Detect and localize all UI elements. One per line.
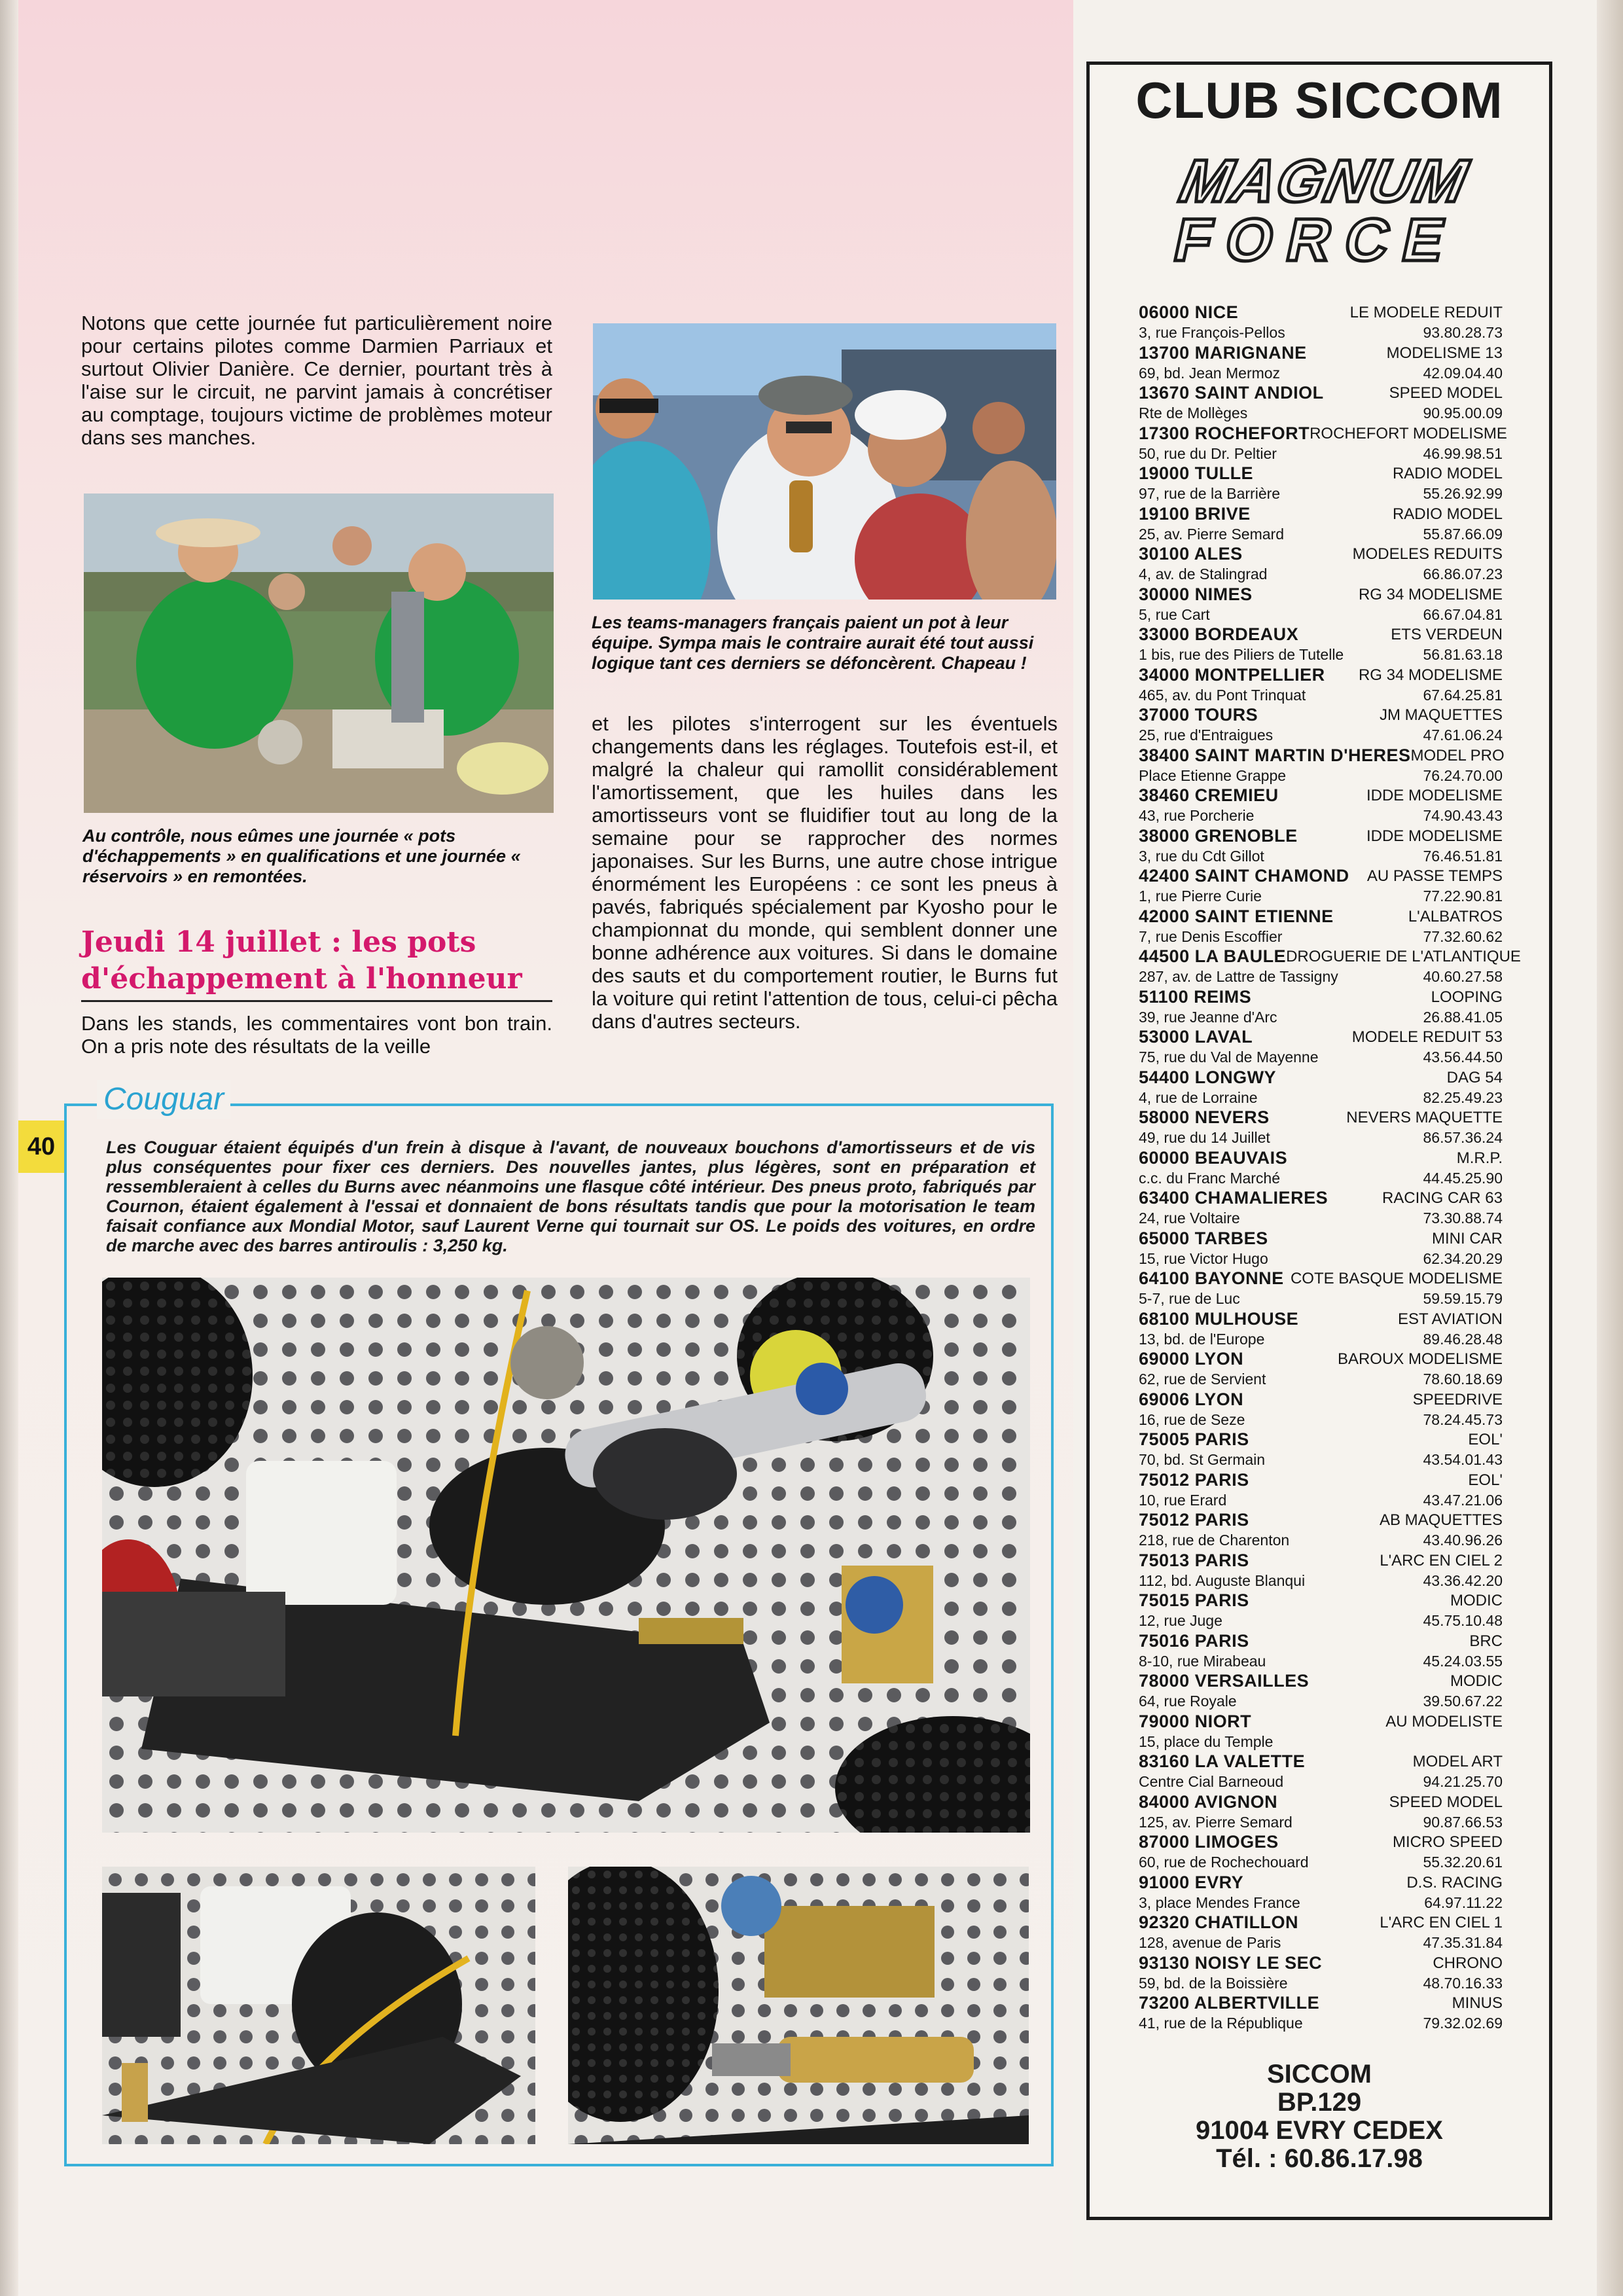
dealer-address: 128, avenue de Paris [1139, 1934, 1281, 1951]
dealer-entry [1139, 1953, 1503, 1994]
dealer-city: 42400 SAINT CHAMOND [1139, 866, 1349, 886]
footer-city: 91004 EVRY CEDEX [1196, 2116, 1443, 2145]
dealer-city: 30100 ALES [1139, 544, 1243, 564]
dealer-city: 92320 CHATILLON [1139, 1912, 1299, 1932]
dealer-entry [1139, 1590, 1503, 1631]
dealer-address: Place Etienne Grappe [1139, 766, 1287, 784]
dealer-store: MODELE REDUIT 53 [1351, 1028, 1503, 1046]
dealer-phone: 47.35.31.84 [1423, 1934, 1503, 1951]
dealer-city: 06000 NICE [1139, 302, 1239, 322]
dealer-address: 15, rue Victor Hugo [1139, 1249, 1268, 1267]
dealer-entry [1139, 1712, 1503, 1752]
dealer-entry [1139, 1470, 1503, 1511]
dealer-city: 75012 PARIS [1139, 1469, 1249, 1490]
dealer-phone: 48.70.16.33 [1423, 1974, 1503, 1992]
dealer-city: 33000 BORDEAUX [1139, 624, 1299, 644]
dealer-store: RG 34 MODELISME [1358, 585, 1503, 603]
dealer-address: 39, rue Jeanne d'Arc [1139, 1008, 1277, 1026]
dealer-address: 16, rue de Seze [1139, 1410, 1245, 1428]
dealer-phone: 45.75.10.48 [1423, 1612, 1503, 1629]
dealer-address: 287, av. de Lattre de Tassigny [1139, 968, 1338, 985]
dealer-phone: 42.09.04.40 [1423, 364, 1503, 382]
dealer-phone: 55.32.20.61 [1423, 1854, 1503, 1871]
dealer-store: MICRO SPEED [1392, 1833, 1503, 1851]
dealer-phone: 79.32.02.69 [1423, 2015, 1503, 2032]
dealer-address: 10, rue Erard [1139, 1491, 1227, 1509]
dealer-store: L'ARC EN CIEL 2 [1380, 1551, 1503, 1570]
dealer-phone: 78.24.45.73 [1423, 1410, 1503, 1428]
dealer-address: 97, rue de la Barrière [1139, 485, 1281, 502]
dealer-entry [1139, 463, 1503, 504]
dealer-store: CHRONO [1433, 1954, 1503, 1972]
dealer-address: 64, rue Royale [1139, 1693, 1237, 1710]
dealer-entry [1139, 1067, 1503, 1108]
dealer-entry [1139, 866, 1503, 906]
dealer-entry [1139, 1268, 1503, 1309]
dealer-city: 19100 BRIVE [1139, 503, 1251, 524]
dealer-store: IDDE MODELISME [1366, 787, 1503, 804]
dealer-address: 49, rue du 14 Juillet [1139, 1129, 1270, 1146]
dealer-city: 68100 MULHOUSE [1139, 1308, 1299, 1329]
dealer-city: 63400 CHAMALIERES [1139, 1188, 1329, 1208]
dealer-city: 30000 NIMES [1139, 584, 1253, 604]
dealer-address: 218, rue de Charenton [1139, 1532, 1290, 1549]
magnum-force-logo [1149, 148, 1516, 272]
dealer-city: 69006 LYON [1139, 1389, 1244, 1409]
dealer-address: Rte de Mollèges [1139, 404, 1248, 422]
dealer-phone: 67.64.25.81 [1423, 686, 1503, 704]
dealer-address: 15, place du Temple [1139, 1732, 1274, 1750]
dealer-phone: 59.59.15.79 [1423, 1290, 1503, 1307]
dealer-city: 51100 REIMS [1139, 986, 1252, 1007]
dealer-store: RG 34 MODELISME [1358, 666, 1503, 684]
dealer-city: 75016 PARIS [1139, 1630, 1249, 1651]
dealer-store: MODEL ART [1412, 1753, 1503, 1770]
dealer-address: 59, bd. de la Boissière [1139, 1974, 1288, 1992]
dealer-city: 64100 BAYONNE [1139, 1268, 1284, 1288]
dealer-phone: 76.46.51.81 [1423, 847, 1503, 865]
dealer-address: 60, rue de Rochechouard [1139, 1854, 1309, 1871]
dealer-address: 24, rue Voltaire [1139, 1210, 1240, 1227]
dealer-entry [1139, 1551, 1503, 1591]
dealer-city: 84000 AVIGNON [1139, 1791, 1278, 1812]
dealer-store: NEVERS MAQUETTE [1346, 1109, 1503, 1126]
dealer-address: c.c. du Franc Marché [1139, 1169, 1281, 1187]
dealer-city: 75015 PARIS [1139, 1590, 1249, 1610]
dealer-city: 38000 GRENOBLE [1139, 825, 1298, 846]
dealer-store: BAROUX MODELISME [1337, 1350, 1503, 1368]
dealer-entry [1139, 1751, 1503, 1792]
dealer-address: 43, rue Porcherie [1139, 807, 1255, 824]
dealer-store: MODEL PRO [1410, 746, 1505, 764]
dealer-address: 3, place Mendes France [1139, 1893, 1300, 1911]
dealer-store: EOL' [1468, 1471, 1503, 1489]
dealer-city: 58000 NEVERS [1139, 1107, 1270, 1127]
dealer-city: 38400 SAINT MARTIN D'HERES [1139, 745, 1411, 765]
dealer-city: 75012 PARIS [1139, 1510, 1249, 1530]
dealer-entry [1139, 1229, 1503, 1269]
dealer-entry [1139, 785, 1503, 826]
dealer-entry [1139, 665, 1503, 706]
dealer-store: LOOPING [1431, 988, 1503, 1006]
dealer-store: SPEED MODEL [1389, 1793, 1503, 1811]
dealer-entry [1139, 302, 1503, 343]
dealer-entry [1139, 1792, 1503, 1833]
dealer-address: 62, rue de Servient [1139, 1371, 1266, 1388]
dealer-city: 54400 LONGWY [1139, 1067, 1277, 1087]
binding-edge [0, 0, 18, 2296]
dealer-phone: 77.22.90.81 [1423, 888, 1503, 905]
article-paragraph-3: et les pilotes s'interrogent sur les éventuels changements dans les réglages. Toutefois est-il, et malgré la chaleur qui ramollit considérablement l'amortissement, que les huiles dans les amortisseurs vont se fluidifier tout au long de la semaine pour se rapprocher des normes japonaises. Sur les Burns, une autre chose intrigue énormément les Européens : ce sont les pneus à pavés, fabriqués spécialement par Kyosho pour le championnat du monde, qui semblent donner une bonne adhérence aux voitures. Si dans le domaine des sauts et du comportement routier, le Burns fut la voiture qui retint l'attention de tous, celui-ci pêcha dans d'autres secteurs. [592, 712, 1058, 1033]
dealer-city: 19000 TULLE [1139, 463, 1254, 483]
dealer-entry [1139, 1510, 1503, 1551]
dealer-entry [1139, 1188, 1503, 1229]
dealer-address: 41, rue de la République [1139, 2015, 1303, 2032]
dealer-store: IDDE MODELISME [1366, 827, 1503, 845]
dealer-address: 3, rue du Cdt Gillot [1139, 847, 1264, 865]
dealer-entry [1139, 383, 1503, 423]
dealer-phone: 90.87.66.53 [1423, 1813, 1503, 1831]
dealer-address: 465, av. du Pont Trinquat [1139, 686, 1306, 704]
dealer-phone: 76.24.70.00 [1423, 766, 1503, 784]
dealer-store: DROGUERIE DE L'ATLANTIQUE [1286, 948, 1521, 965]
dealer-entry [1139, 1873, 1503, 1913]
dealer-store: MODELES REDUITS [1352, 545, 1503, 563]
dealer-city: 65000 TARBES [1139, 1228, 1268, 1248]
dealer-store: M.R.P. [1456, 1149, 1503, 1167]
dealer-entry [1139, 1832, 1503, 1873]
dealer-address: 75, rue du Val de Mayenne [1139, 1049, 1319, 1066]
dealer-entry [1139, 1912, 1503, 1953]
club-title: CLUB SICCOM [1135, 71, 1503, 129]
dealer-entry [1139, 1309, 1503, 1350]
dealer-address: 3, rue François-Pellos [1139, 324, 1285, 341]
dealer-entry [1139, 584, 1503, 625]
dealer-city: 37000 TOURS [1139, 705, 1258, 725]
section-headline: Jeudi 14 juillet : les pots d'échappement à l'honneur [81, 924, 552, 1002]
couguar-text: Les Couguar étaient équipés d'un frein à disque à l'avant, de nouveaux bouchons d'amortisseurs et de vis plus conséquentes pour fixer ces derniers. Des nouvelles jantes, plus légères, sont en préparation et ressembleraient à celles du Burns avec néanmoins une flasque côté intérieur. Des pneus proto, fabriqués par Cournon, étaient également à l'essai et donnaient de bons résultats tandis que pour la motorisation le team faisait confiance aux Mondial Motor, sauf Laurent Verne qui tournait sur OS. Le poids des voitures, en ordre de marche avec des barres antiroulis : 3,250 kg. [106, 1138, 1035, 1255]
dealer-store: SPEED MODEL [1389, 384, 1503, 402]
dealer-city: 75005 PARIS [1139, 1429, 1249, 1449]
dealer-city: 83160 LA VALETTE [1139, 1751, 1306, 1771]
dealer-phone: 46.99.98.51 [1423, 444, 1503, 462]
dealer-address: 125, av. Pierre Semard [1139, 1813, 1293, 1831]
dealer-city: 78000 VERSAILLES [1139, 1671, 1310, 1691]
dealer-entry [1139, 1671, 1503, 1712]
article-paragraph-2: Dans les stands, les commentaires vont bon train. On a pris note des résultats de la veille [81, 1012, 552, 1058]
dealer-address: 4, av. de Stalingrad [1139, 565, 1268, 583]
dealer-city: 13670 SAINT ANDIOL [1139, 383, 1324, 403]
page-edge [1597, 0, 1623, 2296]
dealer-store: BRC [1469, 1632, 1503, 1650]
dealer-address: 12, rue Juge [1139, 1612, 1222, 1629]
dealer-address: 7, rue Denis Escoffier [1139, 927, 1283, 945]
dealer-city: 93130 NOISY LE SEC [1139, 1952, 1323, 1973]
dealer-phone: 86.57.36.24 [1423, 1129, 1503, 1146]
dealer-address: 8-10, rue Mirabeau [1139, 1652, 1266, 1670]
dealer-entry [1139, 745, 1503, 786]
dealer-address: 69, bd. Jean Mermoz [1139, 364, 1281, 382]
dealer-city: 73200 ALBERTVILLE [1139, 1993, 1320, 2013]
dealer-city: 69000 LYON [1139, 1349, 1244, 1369]
footer-bp: BP.129 [1277, 2088, 1362, 2117]
dealer-entry [1139, 1349, 1503, 1390]
dealer-store: ETS VERDEUN [1391, 626, 1503, 643]
dealer-phone: 73.30.88.74 [1423, 1210, 1503, 1227]
dealer-phone: 62.34.20.29 [1423, 1249, 1503, 1267]
dealer-city: 53000 LAVAL [1139, 1027, 1253, 1047]
dealer-store: RADIO MODEL [1392, 505, 1503, 523]
dealer-store: MODIC [1450, 1672, 1503, 1690]
dealer-entry [1139, 1631, 1503, 1672]
photo-caption-1: Au contrôle, nous eûmes une journée « pots d'échappements » en qualifications et une journée « réservoirs » en remontées. [82, 826, 521, 886]
dealer-phone: 55.26.92.99 [1423, 485, 1503, 502]
dealer-address: 1 bis, rue des Piliers de Tutelle [1139, 646, 1344, 663]
dealer-store: AU PASSE TEMPS [1366, 867, 1503, 885]
photo-couguar-engine-closeup [102, 1867, 535, 2144]
dealer-phone: 82.25.49.23 [1423, 1088, 1503, 1106]
dealer-address: 1, rue Pierre Curie [1139, 888, 1262, 905]
footer-phone: Tél. : 60.86.17.98 [1216, 2144, 1423, 2173]
dealer-store: ROCHEFORT MODELISME [1310, 424, 1507, 442]
dealer-address: 5-7, rue de Luc [1139, 1290, 1240, 1307]
dealer-address: 13, bd. de l'Europe [1139, 1330, 1265, 1348]
dealer-phone: 66.67.04.81 [1423, 605, 1503, 623]
dealer-phone: 43.40.96.26 [1423, 1532, 1503, 1549]
dealer-address: 4, rue de Lorraine [1139, 1088, 1258, 1106]
club-footer-address [1086, 2060, 1552, 2173]
dealer-city: 13700 MARIGNANE [1139, 342, 1307, 363]
dealer-phone: 40.60.27.58 [1423, 968, 1503, 985]
dealer-phone: 45.24.03.55 [1423, 1652, 1503, 1670]
dealer-city: 60000 BEAUVAIS [1139, 1147, 1288, 1168]
dealer-store: JM MAQUETTES [1379, 706, 1503, 724]
dealer-entry [1139, 423, 1507, 464]
dealer-entry [1139, 1429, 1503, 1470]
dealer-entry [1139, 504, 1503, 545]
dealer-address: 25, rue d'Entraigues [1139, 726, 1274, 744]
dealer-phone: 56.81.63.18 [1423, 646, 1503, 663]
dealer-entry [1139, 946, 1521, 987]
dealer-store: RACING CAR 63 [1382, 1189, 1503, 1207]
dealer-city: 17300 ROCHEFORT [1139, 423, 1310, 443]
dealer-phone: 44.45.25.90 [1423, 1169, 1503, 1187]
photo-couguar-shock-closeup [568, 1867, 1029, 2144]
dealer-phone: 89.46.28.48 [1423, 1330, 1503, 1348]
dealer-address: 50, rue du Dr. Peltier [1139, 444, 1277, 462]
dealer-entry [1139, 705, 1503, 745]
dealer-entry [1139, 1390, 1503, 1430]
dealer-phone: 39.50.67.22 [1423, 1693, 1503, 1710]
photo-couguar-chassis [102, 1278, 1030, 1833]
dealer-phone: 78.60.18.69 [1423, 1371, 1503, 1388]
dealer-store: RADIO MODEL [1392, 465, 1503, 482]
dealer-city: 44500 LA BAULE [1139, 946, 1287, 966]
dealer-store: DAG 54 [1446, 1068, 1503, 1086]
dealer-entry [1139, 1107, 1503, 1148]
dealer-entry [1139, 544, 1503, 584]
dealer-entry [1139, 826, 1503, 867]
article-paragraph-1: Notons que cette journée fut particulièrement noire pour certains pilotes comme Darmien Parriaux et surtout Olivier Danière. Ce dernier, pourtant très à l'aise sur le circuit, ne parvint jamais à concrétiser au comptage, toujours victime de problèmes moteur dans ses manches. [81, 312, 552, 449]
dealer-phone: 47.61.06.24 [1423, 726, 1503, 744]
dealer-entry [1139, 343, 1503, 384]
dealer-phone: 43.47.21.06 [1423, 1491, 1503, 1509]
dealer-entry [1139, 1148, 1503, 1189]
dealer-store: L'ARC EN CIEL 1 [1380, 1914, 1503, 1931]
dealer-city: 38460 CREMIEU [1139, 785, 1279, 805]
dealer-phone: 93.80.28.73 [1423, 324, 1503, 341]
dealer-phone: 43.54.01.43 [1423, 1451, 1503, 1468]
dealer-store: MINI CAR [1432, 1229, 1503, 1247]
dealer-store: EST AVIATION [1397, 1310, 1503, 1328]
dealer-store: L'ALBATROS [1408, 907, 1503, 925]
photo-team-managers [593, 323, 1056, 600]
dealer-city: 42000 SAINT ETIENNE [1139, 906, 1334, 926]
dealer-address: 5, rue Cart [1139, 605, 1210, 623]
dealer-store: COTE BASQUE MODELISME [1290, 1270, 1503, 1287]
dealer-store: MINUS [1452, 1994, 1503, 2012]
dealer-city: 75013 PARIS [1139, 1550, 1249, 1570]
photo-control-area [84, 493, 554, 813]
dealer-address: 112, bd. Auguste Blanqui [1139, 1571, 1306, 1589]
dealer-store: MODIC [1450, 1592, 1503, 1609]
page-number: 40 [18, 1121, 64, 1173]
dealer-phone: 94.21.25.70 [1423, 1773, 1503, 1790]
dealer-phone: 66.86.07.23 [1423, 565, 1503, 583]
dealer-phone: 55.87.66.09 [1423, 525, 1503, 543]
logo-line-force: FORCE [1168, 206, 1466, 272]
photo-caption-2: Les teams-managers français paient un pot à leur équipe. Sympa mais le contraire aurait été tout aussi logique tant ces derniers se défoncèrent. Chapeau ! [592, 613, 1034, 673]
logo-line-magnum: MAGNUM [1174, 148, 1474, 215]
dealer-store: AB MAQUETTES [1379, 1511, 1503, 1529]
dealer-city: 91000 EVRY [1139, 1872, 1244, 1892]
dealer-entry [1139, 1027, 1503, 1067]
dealer-entry [1139, 1993, 1503, 2034]
dealer-address: 25, av. Pierre Semard [1139, 525, 1285, 543]
dealer-phone: 77.32.60.62 [1423, 927, 1503, 945]
dealer-phone: 90.95.00.09 [1423, 404, 1503, 422]
dealer-store: EOL' [1468, 1431, 1503, 1448]
dealer-city: 79000 NIORT [1139, 1711, 1252, 1731]
dealer-store: LE MODELE REDUIT [1349, 304, 1503, 321]
dealer-store: D.S. RACING [1406, 1873, 1503, 1892]
dealer-list [1139, 302, 1521, 2034]
dealer-store: MODELISME 13 [1386, 344, 1503, 362]
dealer-entry [1139, 906, 1503, 947]
dealer-phone: 64.97.11.22 [1424, 1893, 1503, 1911]
couguar-title: Couguar [97, 1080, 230, 1119]
footer-company: SICCOM [1267, 2060, 1372, 2089]
dealer-store: AU MODELISTE [1385, 1712, 1503, 1731]
dealer-phone: 43.36.42.20 [1423, 1571, 1503, 1589]
dealer-entry [1139, 624, 1503, 665]
dealer-city: 34000 MONTPELLIER [1139, 664, 1325, 685]
dealer-city: 87000 LIMOGES [1139, 1832, 1279, 1852]
dealer-address: Centre Cial Barneoud [1139, 1773, 1284, 1790]
dealer-store: SPEEDRIVE [1412, 1390, 1503, 1408]
dealer-phone: 26.88.41.05 [1423, 1008, 1503, 1026]
dealer-address: 70, bd. St Germain [1139, 1451, 1266, 1468]
dealer-phone: 74.90.43.43 [1423, 807, 1503, 824]
dealer-entry [1139, 987, 1503, 1028]
dealer-phone: 43.56.44.50 [1423, 1049, 1503, 1066]
